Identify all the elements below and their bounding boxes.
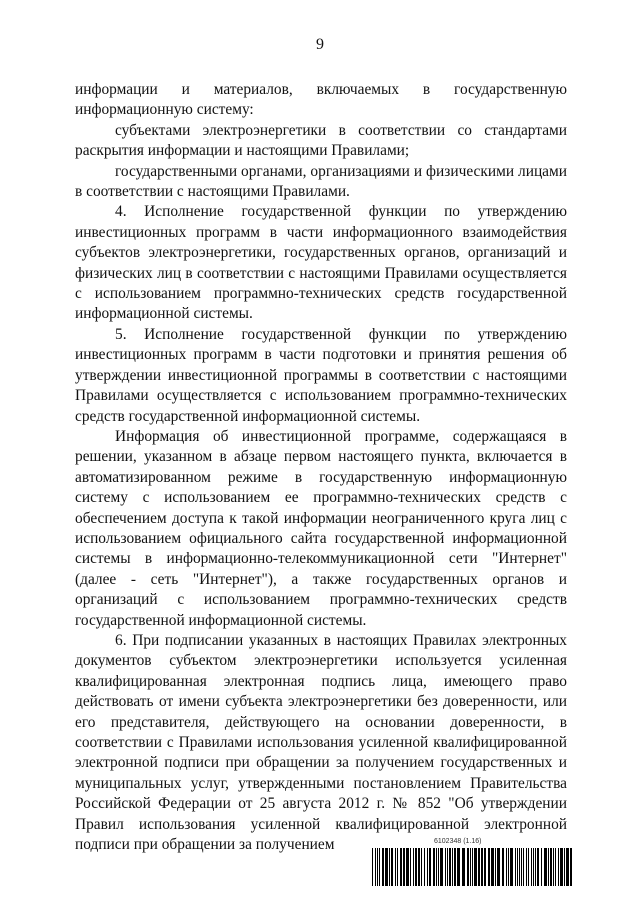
paragraph: 4. Исполнение государственной функции по утверждению инвестиционных программ в части информационного взаимодействия субъектов электроэнергетики, государственных органов, организаций и физических лиц в соответствии с настоящими Правилами осуществляется с использованием программно-технических средств государственной информационной системы.	[75, 203, 567, 323]
paragraph: Информация об инвестиционной программе, содержащаяся в решении, указанном в абзаце первом настоящего пункта, включается в автоматизированном режиме в государственную информационную систему с использованием ее программно-технических средств с обеспечением доступа к такой информации неограниченного круга лиц с использованием официального сайта государственной информационной системы в информационно-телекоммуникационной сети "Интернет" (далее - сеть "Интернет"), а также государственных органов и организаций с использованием программно-технических средств государственной информационной системы.	[75, 427, 567, 629]
page-number: 9	[316, 36, 324, 53]
barcode-code: 6102348 (1.16)	[434, 838, 482, 845]
paragraph: государственными органами, организациями и физическими лицами в соответствии с настоящими Правилами.	[75, 162, 567, 201]
document-body	[75, 80, 567, 855]
barcode-block	[372, 838, 572, 890]
paragraph: 5. Исполнение государственной функции по утверждению инвестиционных программ в части подготовки и принятия решения об утверждении инвестиционной программы в соответствии с настоящими Правилами осуществляется с использованием программно-технических средств государственной информационной системы.	[75, 325, 567, 425]
barcode-icon	[372, 848, 572, 886]
paragraph: 6. При подписании указанных в настоящих Правилах электронных документов субъектом электроэнергетики используется усиленная квалифицированная электронная подпись лица, имеющего право действовать от имени субъекта электроэнергетики без доверенности, или его представителя, действующего на основании доверенности, в соответствии с Правилами использования усиленной квалифицированной электронной подписи при обращении за получением государственных и муниципальных услуг, утвержденными постановлением Правительства Российской Федерации от 25 августа 2012 г. № 852 "Об утверждении Правил использования усиленной квалифицированной электронной подписи при обращении за получением	[75, 631, 567, 854]
paragraph: информации и материалов, включаемых в государственную информационную систему:	[75, 81, 567, 119]
paragraph: субъектами электроэнергетики в соответствии со стандартами раскрытия информации и настоящими Правилами;	[75, 121, 567, 160]
